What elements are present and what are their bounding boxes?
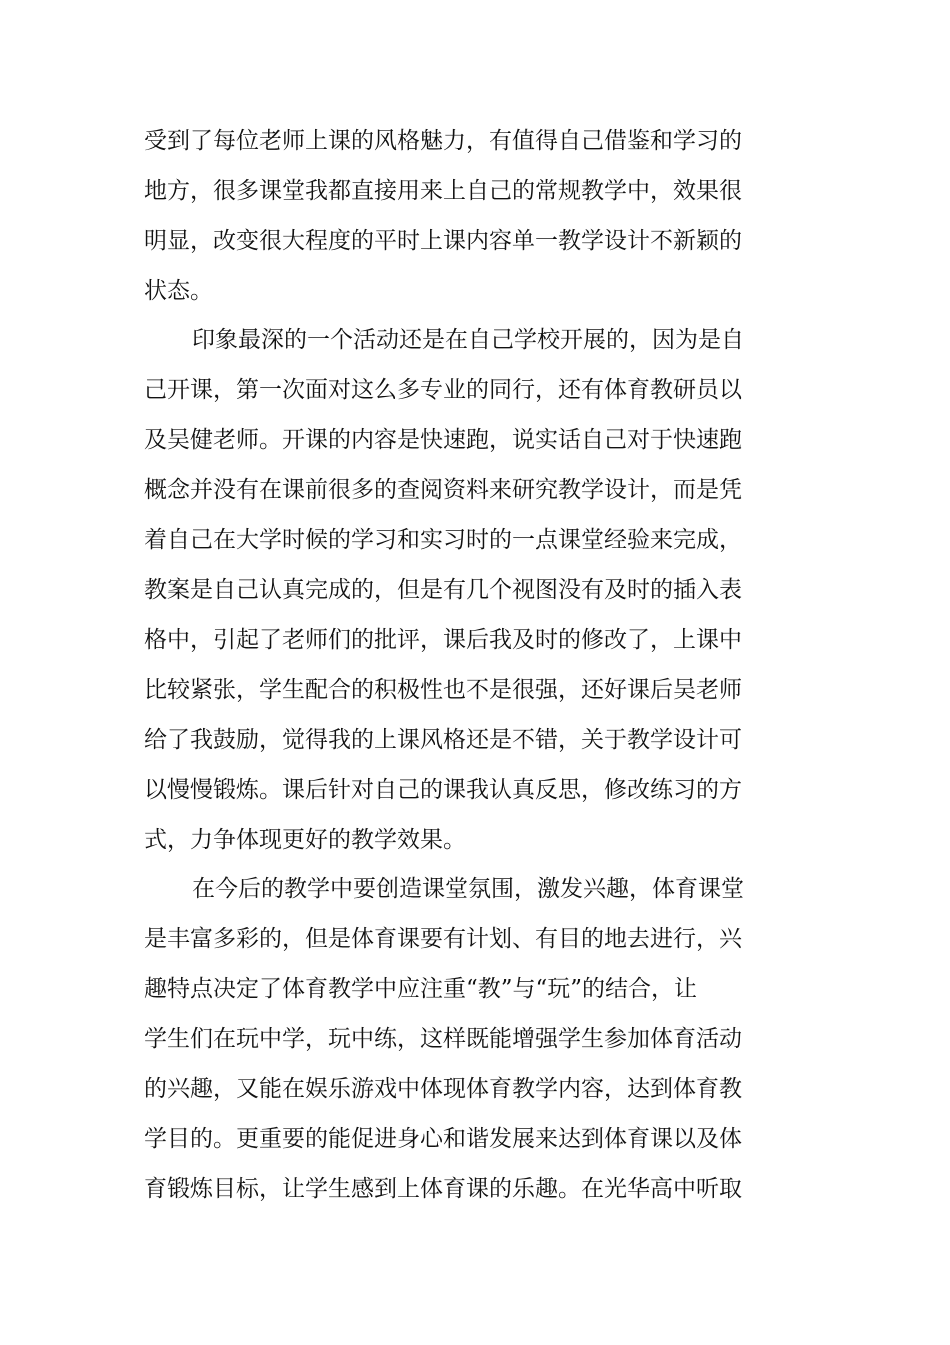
paragraph-3-line-3: 趣特点决定了体育教学中应注重“教”与“玩”的结合，让 [144, 976, 698, 1002]
paragraph-3-line-1: 在今后的教学中要创造课堂氛围，激发兴趣，体育课堂 [192, 876, 744, 902]
paragraph-2-line-5: 着自己在大学时候的学习和实习时的一点课堂经验来完成， [144, 527, 742, 553]
paragraph-3-line-4: 学生们在玩中学，玩中练，这样既能增强学生参加体育活动 [144, 1026, 742, 1052]
paragraph-1-line-2: 地方，很多课堂我都直接用来上自己的常规教学中，效果很 [144, 178, 742, 204]
paragraph-2-line-3: 及吴健老师。开课的内容是快速跑，说实话自己对于快速跑 [144, 427, 742, 453]
paragraph-3-line-5: 的兴趣，又能在娱乐游戏中体现体育教学内容，达到体育教 [144, 1076, 742, 1102]
paragraph-2-line-8: 比较紧张，学生配合的积极性也不是很强，还好课后吴老师 [144, 677, 742, 703]
paragraph-1-line-3: 明显，改变很大程度的平时上课内容单一教学设计不新颖的 [144, 228, 742, 254]
paragraph-3-line-6: 学目的。更重要的能促进身心和谐发展来达到体育课以及体 [144, 1126, 742, 1152]
paragraph-3-line-2: 是丰富多彩的，但是体育课要有计划、有目的地去进行，兴 [144, 926, 742, 952]
paragraph-2-line-2: 己开课，第一次面对这么多专业的同行，还有体育教研员以 [144, 377, 742, 403]
paragraph-1-line-4: 状态。 [144, 278, 213, 304]
paragraph-2-line-6: 教案是自己认真完成的，但是有几个视图没有及时的插入表 [144, 577, 742, 603]
paragraph-2-line-9: 给了我鼓励，觉得我的上课风格还是不错，关于教学设计可 [144, 727, 742, 753]
paragraph-2-line-4: 概念并没有在课前很多的查阅资料来研究教学设计，而是凭 [144, 477, 742, 503]
paragraph-1-line-1: 受到了每位老师上课的风格魅力，有值得自己借鉴和学习的 [144, 128, 742, 154]
paragraph-3-line-7: 育锻炼目标，让学生感到上体育课的乐趣。在光华高中听取 [144, 1176, 742, 1202]
paragraph-2-line-11: 式，力争体现更好的教学效果。 [144, 827, 466, 853]
paragraph-2-line-10: 以慢慢锻炼。课后针对自己的课我认真反思，修改练习的方 [144, 777, 742, 803]
paragraph-2-line-1: 印象最深的一个活动还是在自己学校开展的，因为是自 [192, 327, 744, 353]
paragraph-2-line-7: 格中，引起了老师们的批评，课后我及时的修改了，上课中 [144, 627, 742, 653]
